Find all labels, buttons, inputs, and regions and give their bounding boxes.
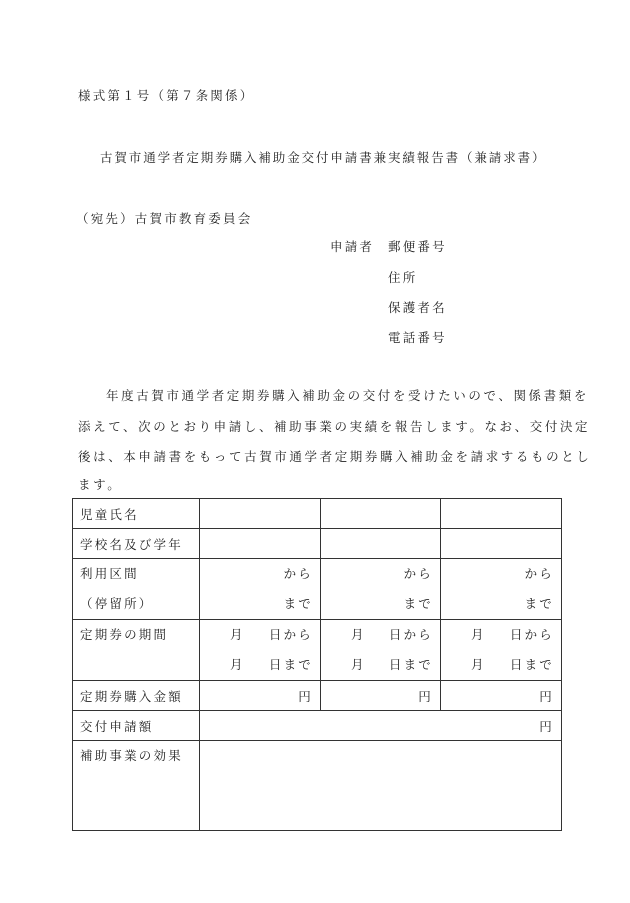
applicant-label: 申請者	[330, 239, 375, 254]
table-row-school-grade	[73, 529, 562, 559]
period-cell[interactable]	[200, 620, 321, 681]
school-grade-cell[interactable]	[200, 529, 321, 559]
route-cell[interactable]	[200, 559, 321, 620]
route-cell[interactable]	[321, 559, 441, 620]
effect-cell[interactable]	[200, 741, 562, 831]
from-text: から	[524, 566, 554, 581]
route-cell[interactable]	[441, 559, 562, 620]
purchase-amount-cell[interactable]: 円	[321, 681, 441, 711]
addressee: （宛先）古賀市教育委員会	[76, 211, 253, 226]
body-text-line: 年度古賀市通学者定期券購入補助金の交付を受けたいので、関係書類を	[106, 388, 589, 403]
effect-label: 補助事業の効果	[80, 748, 183, 763]
application-table	[72, 498, 562, 831]
day-from-text: 日から	[388, 627, 433, 642]
body-text-line: ます。	[78, 477, 123, 492]
period-label-cell	[73, 620, 200, 681]
school-grade-label: 学校名及び学年	[73, 529, 200, 559]
school-grade-cell[interactable]	[441, 529, 562, 559]
month-text: 月	[351, 657, 366, 672]
table-row-effect	[73, 741, 562, 831]
month-text: 月	[351, 627, 366, 642]
body-text-line: 後は、本申請書をもって古賀市通学者定期券購入補助金を請求するものとし	[78, 449, 592, 464]
period-end-line	[321, 650, 440, 680]
period-start-line	[321, 620, 440, 650]
postal-code-label: 郵便番号	[388, 239, 447, 254]
day-from-text: 日から	[509, 627, 554, 642]
document-title: 古賀市通学者定期券購入補助金交付申請書兼実績報告書（兼請求書）	[100, 150, 547, 165]
day-to-text: 日まで	[388, 657, 433, 672]
school-grade-cell[interactable]	[321, 529, 441, 559]
purchase-amount-cell[interactable]: 円	[200, 681, 321, 711]
month-text: 月	[230, 627, 245, 642]
purchase-amount-cell[interactable]: 円	[441, 681, 562, 711]
child-name-cell[interactable]	[200, 499, 321, 529]
month-text: 月	[471, 657, 486, 672]
effect-label-cell	[73, 741, 200, 831]
table-row-route	[73, 559, 562, 620]
period-start-line	[200, 620, 320, 650]
body-text-line: 添えて、次のとおり申請し、補助事業の実績を報告します。なお、交付決定	[78, 419, 591, 434]
stop-label-line: （停留所）	[80, 596, 154, 611]
child-name-label: 児童氏名	[73, 499, 200, 529]
table-row-purchase-amount	[73, 681, 562, 711]
child-name-cell[interactable]	[441, 499, 562, 529]
period-end-line	[441, 650, 561, 680]
period-start-line	[441, 620, 561, 650]
period-cell[interactable]	[441, 620, 562, 681]
route-label-line: 利用区間	[80, 566, 139, 581]
from-text: から	[283, 566, 313, 581]
period-end-line	[200, 650, 320, 680]
month-text: 月	[471, 627, 486, 642]
address-label: 住所	[388, 270, 418, 285]
to-text: まで	[403, 596, 433, 611]
child-name-cell[interactable]	[321, 499, 441, 529]
table-row-child-name	[73, 499, 562, 529]
phone-number-label: 電話番号	[388, 330, 447, 345]
request-amount-label: 交付申請額	[73, 711, 200, 741]
purchase-amount-label: 定期券購入金額	[73, 681, 200, 711]
month-text: 月	[230, 657, 245, 672]
day-to-text: 日まで	[268, 657, 313, 672]
request-amount-cell[interactable]: 円	[200, 711, 562, 741]
route-label	[73, 559, 200, 620]
day-to-text: 日まで	[509, 657, 554, 672]
table-row-request-amount	[73, 711, 562, 741]
guardian-name-label: 保護者名	[388, 300, 447, 315]
from-text: から	[403, 566, 433, 581]
period-label: 定期券の期間	[80, 627, 169, 642]
to-text: まで	[524, 596, 554, 611]
table-row-period	[73, 620, 562, 681]
form-number: 様式第１号（第７条関係）	[78, 88, 255, 103]
day-from-text: 日から	[268, 627, 313, 642]
to-text: まで	[283, 596, 313, 611]
period-cell[interactable]	[321, 620, 441, 681]
